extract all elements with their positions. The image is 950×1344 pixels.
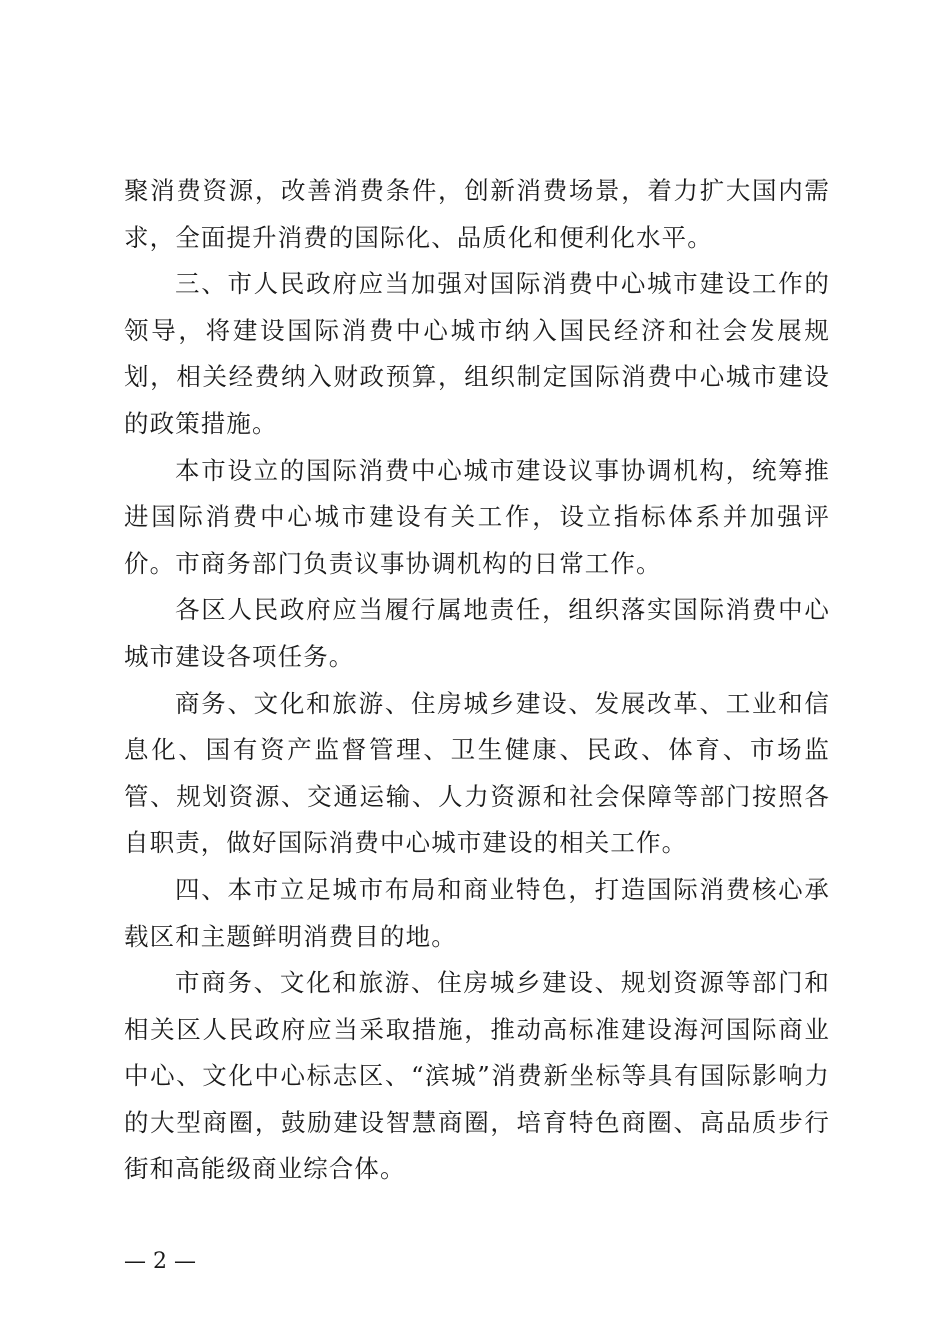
- page-number: — 2 —: [124, 1249, 196, 1274]
- paragraph-coordination-body: 本市设立的国际消费中心城市建设议事协调机构，统筹推进国际消费中心城市建设有关工作，设立指标体系并加强评价。市商务部门负责议事协调机构的日常工作。: [124, 455, 830, 578]
- paragraph-article-three: 三、市人民政府应当加强对国际消费中心城市建设工作的领导，将建设国际消费中心城市纳入国民经济和社会发展规划，相关经费纳入财政预算，组织制定国际消费中心城市建设的政策措施。: [124, 269, 830, 438]
- paragraph-district-responsibility: 各区人民政府应当履行属地责任，组织落实国际消费中心城市建设各项任务。: [124, 595, 830, 671]
- paragraph-departments: 商务、文化和旅游、住房城乡建设、发展改革、工业和信息化、国有资产监督管理、卫生健康、民政、体育、市场监管、规划资源、交通运输、人力资源和社会保障等部门按照各自职责，做好国际消费中心城市建设的相关工作。: [124, 688, 830, 858]
- paragraph-business-districts: 市商务、文化和旅游、住房城乡建设、规划资源等部门和相关区人民政府应当采取措施，推动高标准建设海河国际商业中心、文化中心标志区、“滨城”消费新坐标等具有国际影响力的大型商圈，鼓励建设智慧商圈，培育特色商圈、高品质步行街和高能级商业综合体。: [124, 968, 830, 1184]
- paragraph-article-four: 四、本市立足城市布局和商业特色，打造国际消费核心承载区和主题鲜明消费目的地。: [124, 874, 830, 951]
- document-body: [124, 168, 830, 1193]
- paragraph-continuation: 聚消费资源，改善消费条件，创新消费场景，着力扩大国内需求，全面提升消费的国际化、品质化和便利化水平。: [124, 176, 830, 252]
